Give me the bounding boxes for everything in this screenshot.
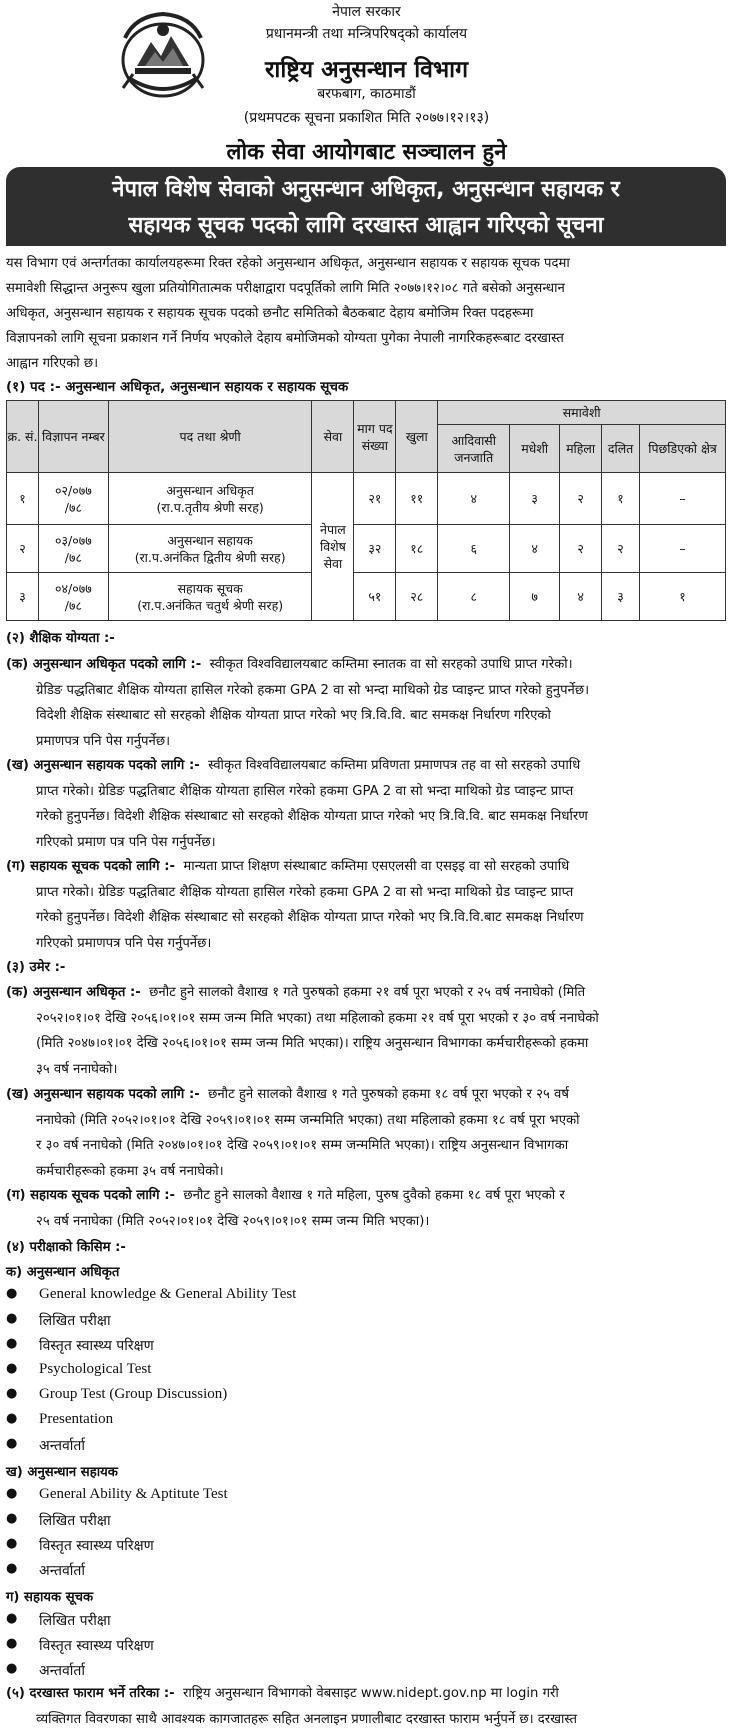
adv-part: ०२/०७७ xyxy=(55,482,92,498)
adv-part: ०४/०७७ xyxy=(55,580,92,596)
header-government: नेपाल सरकार xyxy=(332,4,401,20)
text-line: (मिति २०४७।०१।०१ देखि २०५६।०१।०१ सम्म जन्म मिति भएका)। राष्ट्रिय अनुसन्धान विभागका कर्मचारीहरूको हकमा xyxy=(36,1036,589,1051)
subhead: (५) दरखास्त फाराम भर्ने तरिका :- xyxy=(6,1686,175,1701)
bullet-icon: ● xyxy=(6,1436,18,1451)
banner-line-1: नेपाल विशेष सेवाको अनुसन्धान अधिकृत, अनुसन्धान सहायक र xyxy=(112,177,620,202)
bullet-icon: ● xyxy=(6,1636,18,1651)
bullet-icon: ● xyxy=(6,1411,18,1426)
text-line: स्वीकृत विश्वविद्यालयबाट कम्तिमा प्रविणता प्रमाणपत्र तह वा सो सरहको उपाधि xyxy=(208,758,581,773)
th-pichhadieko: पिछडिएको क्षेत्र xyxy=(640,425,726,473)
cell-mahila: २ xyxy=(560,525,602,573)
text-line: व्यक्तिगत विवरणका साथै आवश्यक कागजातहरू सहित अनलाइन प्रणालीबाट दरखास्त फाराम भर्नुपर्ने छ। दरखास्त xyxy=(36,1711,578,1727)
th-open: खुला xyxy=(396,401,438,473)
cell-adibasi: ४ xyxy=(438,473,510,525)
cell-dalit: १ xyxy=(602,473,640,525)
text-line: कर्मचारीहरूको हकमा ३५ वर्ष ननाघेको। xyxy=(36,1163,224,1179)
cell-madhesi: ४ xyxy=(510,525,560,573)
header-publish-date: (प्रथमपटक सूचना प्रकाशित मिति २०७७।१२।१३) xyxy=(243,110,490,126)
cell-pichhadieko: – xyxy=(640,473,726,525)
section-2-ka xyxy=(6,652,724,754)
subhead: (ग) सहायक सूचक पदको लागि :- xyxy=(6,859,175,874)
text-line: विदेशी शैक्षिक संस्थाबाट सो सरहको शैक्षिक योग्यता प्राप्त गरेको भए त्रि.वि.वि. बाट समकक्ष निर्धारण गरिएको xyxy=(36,708,551,723)
section-2-title: (२) शैक्षिक योग्यता :- xyxy=(6,631,115,646)
section-2-ga xyxy=(6,854,724,956)
cell-service: नेपाल विशेष सेवा xyxy=(312,473,354,621)
cell-post xyxy=(108,573,312,621)
intro-line: समावेशी सिद्धान्त अनुरूप खुला प्रतियोगितात्मक परीक्षाद्वारा पदपूर्तिको लागि मिति २०७७।१२।०८ गते बसेको अनुसन्धान xyxy=(6,281,565,296)
cell-mahila: ४ xyxy=(560,573,602,621)
th-inclusive: समावेशी xyxy=(438,401,726,425)
adv-part: ०३/०७७ xyxy=(55,532,92,548)
bullet-icon: ● xyxy=(6,1661,18,1676)
header-department: राष्ट्रिय अनुसन्धान विभाग xyxy=(264,57,469,83)
cell-open: ११ xyxy=(396,473,438,525)
post-grade: (रा.प.अनंकित चतुर्थ श्रेणी सरह) xyxy=(137,597,284,613)
cell-adibasi: ८ xyxy=(438,573,510,621)
cell-demand: ५१ xyxy=(354,573,396,621)
section-4-ka-head: क) अनुसन्धान अधिकृत xyxy=(6,1265,120,1280)
bullet-icon: ● xyxy=(6,1311,18,1326)
notice-banner xyxy=(6,167,726,246)
cell-pichhadieko: १ xyxy=(640,573,726,621)
text-line: राष्ट्रिय अनुसन्धान विभागको वेबसाइट www.nidept.gov.np मा login गरी xyxy=(183,1686,559,1701)
adv-part: /७८ xyxy=(64,549,82,565)
table-row xyxy=(7,525,726,573)
cell-open: २८ xyxy=(396,573,438,621)
cell-adv xyxy=(38,525,108,573)
th-mahila: महिला xyxy=(560,425,602,473)
post-name: अनुसन्धान अधिकृत xyxy=(166,482,254,498)
cell-dalit: ३ xyxy=(602,573,640,621)
section-4-ga-head: ग) सहायक सूचक xyxy=(6,1590,94,1605)
text-line: ग्रेडिङ पद्धतिबाट शैक्षिक योग्यता हासिल गरेको हकमा GPA 2 वा सो भन्दा माथिको ग्रेड प्वाइन्ट प्राप्त गरेको हुनुपर्नेछ। xyxy=(36,682,590,698)
bullet-icon: ● xyxy=(6,1561,18,1576)
cell-adv xyxy=(38,473,108,525)
cell-post xyxy=(108,473,312,525)
section-5 xyxy=(6,1681,724,1729)
bullet-icon: ● xyxy=(6,1361,18,1376)
banner-line-2: सहायक सूचक पदको लागि दरखास्त आह्वान गरिएको सूचना xyxy=(128,213,604,238)
post-name: अनुसन्धान सहायक xyxy=(167,532,253,548)
subhead: (ख) अनुसन्धान सहायक पदको लागि :- xyxy=(6,758,200,773)
subhead: (क) अनुसन्धान अधिकृत पदको लागि :- xyxy=(6,657,202,672)
bullet-icon: ● xyxy=(6,1336,18,1351)
bullet-icon: ● xyxy=(6,1511,18,1526)
th-adibasi: आदिवासी जनजाति xyxy=(438,425,510,473)
cell-pichhadieko: – xyxy=(640,525,726,573)
cell-adv xyxy=(38,573,108,621)
cell-dalit: २ xyxy=(602,525,640,573)
section-4-title: (४) परीक्षाको किसिम :- xyxy=(6,1240,126,1255)
th-post: पद तथा श्रेणी xyxy=(108,401,312,473)
text-line: गरिएको प्रमाण पत्र पनि पेस गर्नुपर्नेछ। xyxy=(36,834,216,850)
posts-table xyxy=(6,400,726,621)
table-row xyxy=(7,573,726,621)
cell-adibasi: ६ xyxy=(438,525,510,573)
cell-open: १८ xyxy=(396,525,438,573)
th-service: सेवा xyxy=(312,401,354,473)
text-line: छनौट हुने सालको वैशाख १ गते महिला, पुरुष दुवैको हकमा १८ वर्ष पूरा भएको र xyxy=(183,1188,565,1203)
post-grade: (रा.प.अनंकित द्वितीय श्रेणी सरह) xyxy=(134,549,286,565)
bullet-icon: ● xyxy=(6,1286,18,1301)
text-line: प्रमाणपत्र पनि पेस गर्नुपर्नेछ। xyxy=(36,733,171,749)
cell-sn: २ xyxy=(7,525,39,573)
bullet-icon: ● xyxy=(6,1386,18,1401)
header-address: बरफबाग, काठमाडौं xyxy=(317,86,416,102)
post-grade: (रा.प.तृतीय श्रेणी सरह) xyxy=(156,499,264,515)
th-madhesi: मधेशी xyxy=(510,425,560,473)
text-line: गरेको हुनुपर्नेछ। विदेशी शैक्षिक संस्थाबाट सो सरहको शैक्षिक योग्यता प्राप्त गरेको भए त्रि.वि.वि.बाट समकक्ष निर्धारण xyxy=(36,910,584,925)
cell-mahila: २ xyxy=(560,473,602,525)
text-line: ३५ वर्ष ननाघेको। xyxy=(36,1061,118,1077)
subhead: (क) अनुसन्धान अधिकृत :- xyxy=(6,985,141,1000)
bullet-icon: ● xyxy=(6,1486,18,1501)
th-adv-no: विज्ञापन नम्बर xyxy=(38,401,108,473)
text-line: छनौट हुने सालको वैशाख १ गते पुरुषको हकमा १८ वर्ष पूरा भएको र २५ वर्ष xyxy=(208,1087,569,1102)
header-operated-by: लोक सेवा आयोगबाट सञ्चालन हुने xyxy=(226,140,507,165)
section-2-kha xyxy=(6,753,724,855)
notice-page: नेपाल सरकार प्रधानमन्त्री तथा मन्त्रिपरिषद्को कार्यालय राष्ट्रिय अनुसन्धान विभाग बरफबाग, काठमाडौं (प्रथमपटक सूचना प्रकाशित मिति २०७७।१२।१३) लोक सेवा आयोगबाट सञ्चालन हुने नेपाल विशेष सेवाको अनुसन्धान अधिकृत, अनुसन्धान सहायक र सहायक सूचक पदको लागि दरखास्त आह्वान गरिएको सूचना यस विभाग एवं अन्तर्गतका कार्यालयहरूमा रिक्त रहेको अनुसन्धान अधिकृत, अनुसन्धान सहायक र सहायक सूचक पदमा समावेशी सिद्धान्त अनुरूप खुला प्रतियोगितात्मक परीक्षाद्वारा पदपूर्तिको लागि मिति २०७७।१२।०८ गते बसेको अनुसन्धान अधिकृत, अनुसन्धान सहायक र सहायक सूचक पदको छनौट समितिको बैठकबाट देहाय बमोजिम रिक्त पदहरूमा विज्ञापनको लागि सूचना प्रकाशन गर्ने निर्णय भएकोले देहाय बमोजिमको योग्यता पुगेका नेपाली नागरिकहरूबाट दरखास्त आह्वान गरिएको छ। (१) पद :- अनुसन्धान अधिकृत, अनुसन्धान सहायक र सहायक सूचक क्र. सं. विज्ञापन नम्बर पद तथा श्रेणी सेवा माग पद संख्या खुला समावेशी आदिवासी जनजाति मधेशी महिला दलित पिछडिएको क्षेत्र १ ०२/०७७ /७८ अनुसन्धान अधिकृत (रा.प.तृतीय श्रेणी सरह) नेपाल विशेष सेवा २१ ११ ४ ३ २ १ – २ ०३/०७७ /७८ अनुसन्धान सहायक (रा.प.अनंकित द्वितीय श्रेणी सरह) ३२ १८ ६ ४ २ २ – ३ ०४/०७७ /७८ सहायक सूचक (रा.प.अनंकित चतुर्थ श्रेणी सरह) ५१ २८ ८ ७ ४ ३ १ (२) शैक्षिक योग्यता :- (क) अनुसन्धान अधिकृत पदको लागि :- स्वीकृत विश्वविद्यालयबाट कम्तिमा स्नातक वा सो सरहको उपाधि प्राप्त गरेको। ग्रेडिङ पद्धतिबाट शैक्षिक योग्यता हासिल गरेको हकमा GPA 2 वा सो भन्दा माथिको ग्रेड प्वाइन्ट प्राप्त गरेको हुनुपर्नेछ। विदेशी शैक्षिक संस्थाबाट सो सरहको शैक्षिक योग्यता प्राप्त गरेको भए त्रि.वि.वि. बाट समकक्ष निर्धारण गरिएको प्रमाणपत्र पनि पेस गर्नुपर्नेछ। (ख) अनुसन्धान सहायक पदको लागि :- स्वीकृत विश्वविद्यालयबाट कम्तिमा प्रविणता प्रमाणपत्र तह वा सो सरहको उपाधि प्राप्त गरेको। ग्रेडिङ पद्धतिबाट शैक्षिक योग्यता हासिल गरेको हकमा GPA 2 वा सो भन्दा माथिको ग्रेड प्वाइन्ट प्राप्त गरेको हुनुपर्नेछ। विदेशी शैक्षिक संस्थाबाट सो सरहको शैक्षिक योग्यता प्राप्त गरेको भए त्रि.वि.वि. बाट समकक्ष निर्धारण गरिएको प्रमाण पत्र पनि पेस गर्नुपर्नेछ। (ग) सहायक सूचक पदको लागि :- मान्यता प्राप्त शिक्षण संस्थाबाट कम्तिमा एसएलसी वा एसइइ वा सो सरहको उपाधि प्राप्त गरेको। ग्रेडिङ पद्धतिबाट शैक्षिक योग्यता हासिल गरेको हकमा GPA 2 वा सो भन्दा माथिको ग्रेड प्वाइन्ट प्राप्त गरेको हुनुपर्नेछ। विदेशी शैक्षिक संस्थाबाट सो सरहको शैक्षिक योग्यता प्राप्त गरेको भए त्रि.वि.वि.बाट समकक्ष निर्धारण गरिएको प्रमाणपत्र पनि पेस गर्नुपर्नेछ। (३) उमेर :- (क) अनुसन्धान अधिकृत :- छनौट हुने सालको वैशाख १ गते पुरुषको हकमा २१ वर्ष पूरा भएको र २५ वर्ष ननाघेको (मिति २०५२।०१।०१ देखि २०५६।०१।०१ सम्म जन्म मिति भएका) तथा महिलाको हकमा २१ वर्ष पूरा भएको र ३० वर्ष ननाघेको (मिति २०४७।०१।०१ देखि २०५६।०१।०१ सम्म जन्म मिति भएका)। राष्ट्रिय अनुसन्धान विभागका कर्मचारीहरूको हकमा ३५ वर्ष ननाघेको। (ख) अनुसन्धान सहायक पदको लागि :- छनौट हुने सालको वैशाख १ गते पुरुषको हकमा १८ वर्ष पूरा भएको र २५ वर्ष ननाघेको (मिति २०५२।०१।०१ देखि २०५९।०१।०१ सम्म जन्ममिति भएका) तथा महिलाको हकमा १८ वर्ष पूरा भएको र ३० वर्ष ननाघेको (मिति २०४७।०१।०१ देखि २०५९।०१।०१ सम्म जन्ममिति भएका)। राष्ट्रिय अनुसन्धान विभागका कर्मचारीहरूको हकमा ३५ वर्ष ननाघेको। (ग) सहायक सूचक पदको लागि :- छनौट हुने सालको वैशाख १ गते महिला, पुरुष दुवैको हकमा १८ वर्ष पूरा भएको र २५ वर्ष ननाघेका (मिति २०५२।०१।०१ देखि २०५९।०१।०१ सम्म जन्म मिति भएका)। (४) परीक्षाको किसिम :- क) अनुसन्धान अधिकृत ● General knowledge & General Ability Test ● लिखित परीक्षा ● विस्तृत स्वास्थ्य परिक्षण ● Psychological Test ● Group Test (Group Discussion) ● Presentation ● अन्तर्वार्ता ख) अनुसन्धान सहायक ● General Ability & Aptitute Test ● लिखित परीक्षा ● विस्तृत स्वास्थ्य परिक्षण ● अन्तर्वार्ता ग) सहायक सूचक ● लिखित परीक्षा ● विस्तृत स्वास्थ्य परिक्षण ● अन्तर्वार्ता (५) दरखास्त फाराम भर्ने तरिका :- राष्ट्रिय अनुसन्धान विभागको वेबसाइट www.nidept.gov.np मा login गरी व्यक्तिगत विवरणका साथै आवश्यक कागजातहरू सहित अनलाइन प्रणालीबाट दरखास्त फाराम भर्नुपर्ने छ। दरखास्त xyxy=(0,0,733,1729)
cell-sn: ३ xyxy=(7,573,39,621)
intro-line: यस विभाग एवं अन्तर्गतका कार्यालयहरूमा रिक्त रहेको अनुसन्धान अधिकृत, अनुसन्धान सहायक र सहायक सूचक पदमा xyxy=(6,256,570,271)
bullet-icon: ● xyxy=(6,1536,18,1551)
subhead: (ख) अनुसन्धान सहायक पदको लागि :- xyxy=(6,1087,200,1102)
text-line: स्वीकृत विश्वविद्यालयबाट कम्तिमा स्नातक वा सो सरहको उपाधि प्राप्त गरेको। xyxy=(209,657,573,672)
text-line: २०५२।०१।०१ देखि २०५६।०१।०१ सम्म जन्म मिति भएका) तथा महिलाको हकमा २१ वर्ष पूरा भएको र ३० वर्ष ननाघेको xyxy=(36,1010,599,1026)
intro-line: अधिकृत, अनुसन्धान सहायक र सहायक सूचक पदको छनौट समितिको बैठकबाट देहाय बमोजिम रिक्त पदहरूमा xyxy=(6,306,534,321)
text-line: गरिएको प्रमाणपत्र पनि पेस गर्नुपर्नेछ। xyxy=(36,935,212,951)
section-3-title: (३) उमेर :- xyxy=(6,960,66,975)
section-3-ga xyxy=(6,1183,724,1234)
bullet-icon: ● xyxy=(6,1611,18,1626)
cell-demand: ३२ xyxy=(354,525,396,573)
th-dalit: दलित xyxy=(602,425,640,473)
text-line: प्राप्त गरेको। ग्रेडिङ पद्धतिबाट शैक्षिक योग्यता हासिल गरेको हकमा GPA 2 वा सो भन्दा माथिको ग्रेड प्वाइन्ट प्राप्त xyxy=(36,884,574,900)
section-3-ka xyxy=(6,980,724,1082)
text-line: र ३० वर्ष ननाघेको (मिति २०४७।०१।०१ देखि २०५९।०१।०१ सम्म जन्ममिति भएका)। राष्ट्रिय अनुसन्धान विभागका xyxy=(36,1138,569,1153)
cell-madhesi: ७ xyxy=(510,573,560,621)
table-row xyxy=(7,473,726,525)
adv-part: /७८ xyxy=(64,499,82,515)
th-demand: माग पद संख्या xyxy=(354,401,396,473)
cell-madhesi: ३ xyxy=(510,473,560,525)
intro-line: विज्ञापनको लागि सूचना प्रकाशन गर्ने निर्णय भएकोले देहाय बमोजिमको योग्यता पुगेका नेपाली नागरिकहरूबाट दरखास्त xyxy=(6,331,564,346)
header-office: प्रधानमन्त्री तथा मन्त्रिपरिषद्को कार्यालय xyxy=(265,26,468,42)
text-line: ननाघेको (मिति २०५२।०१।०१ देखि २०५९।०१।०१ सम्म जन्ममिति भएका) तथा महिलाको हकमा १८ वर्ष पूरा भएको xyxy=(36,1112,580,1128)
text-line: २५ वर्ष ननाघेका (मिति २०५२।०१।०१ देखि २०५९।०१।०१ सम्म जन्म मिति भएका)। xyxy=(36,1213,430,1229)
section-4-kha-head: ख) अनुसन्धान सहायक xyxy=(6,1465,118,1480)
post-name: सहायक सूचक xyxy=(177,580,243,596)
cell-post xyxy=(108,525,312,573)
cell-demand: २१ xyxy=(354,473,396,525)
text-line: छनौट हुने सालको वैशाख १ गते पुरुषको हकमा २१ वर्ष पूरा भएको र २५ वर्ष ननाघेको (मिति xyxy=(149,985,586,1000)
intro-paragraph xyxy=(6,251,724,376)
subhead: (ग) सहायक सूचक पदको लागि :- xyxy=(6,1188,175,1203)
text-line: मान्यता प्राप्त शिक्षण संस्थाबाट कम्तिमा एसएलसी वा एसइइ वा सो सरहको उपाधि xyxy=(183,859,570,874)
section-3-kha xyxy=(6,1082,724,1184)
section-1-title: (१) पद :- अनुसन्धान अधिकृत, अनुसन्धान सहायक र सहायक सूचक xyxy=(6,379,349,395)
cell-sn: १ xyxy=(7,473,39,525)
text-line: गरेको हुनुपर्नेछ। विदेशी शैक्षिक संस्थाबाट सो सरहको शैक्षिक योग्यता प्राप्त गरेको भए त्रि.वि.वि. बाट समकक्ष निर्धारण xyxy=(36,809,588,824)
th-sn: क्र. सं. xyxy=(7,401,39,473)
text-line: प्राप्त गरेको। ग्रेडिङ पद्धतिबाट शैक्षिक योग्यता हासिल गरेको हकमा GPA 2 वा सो भन्दा माथिको ग्रेड प्वाइन्ट प्राप्त xyxy=(36,783,574,799)
adv-part: /७८ xyxy=(64,597,82,613)
intro-line: आह्वान गरिएको छ। xyxy=(6,356,99,371)
